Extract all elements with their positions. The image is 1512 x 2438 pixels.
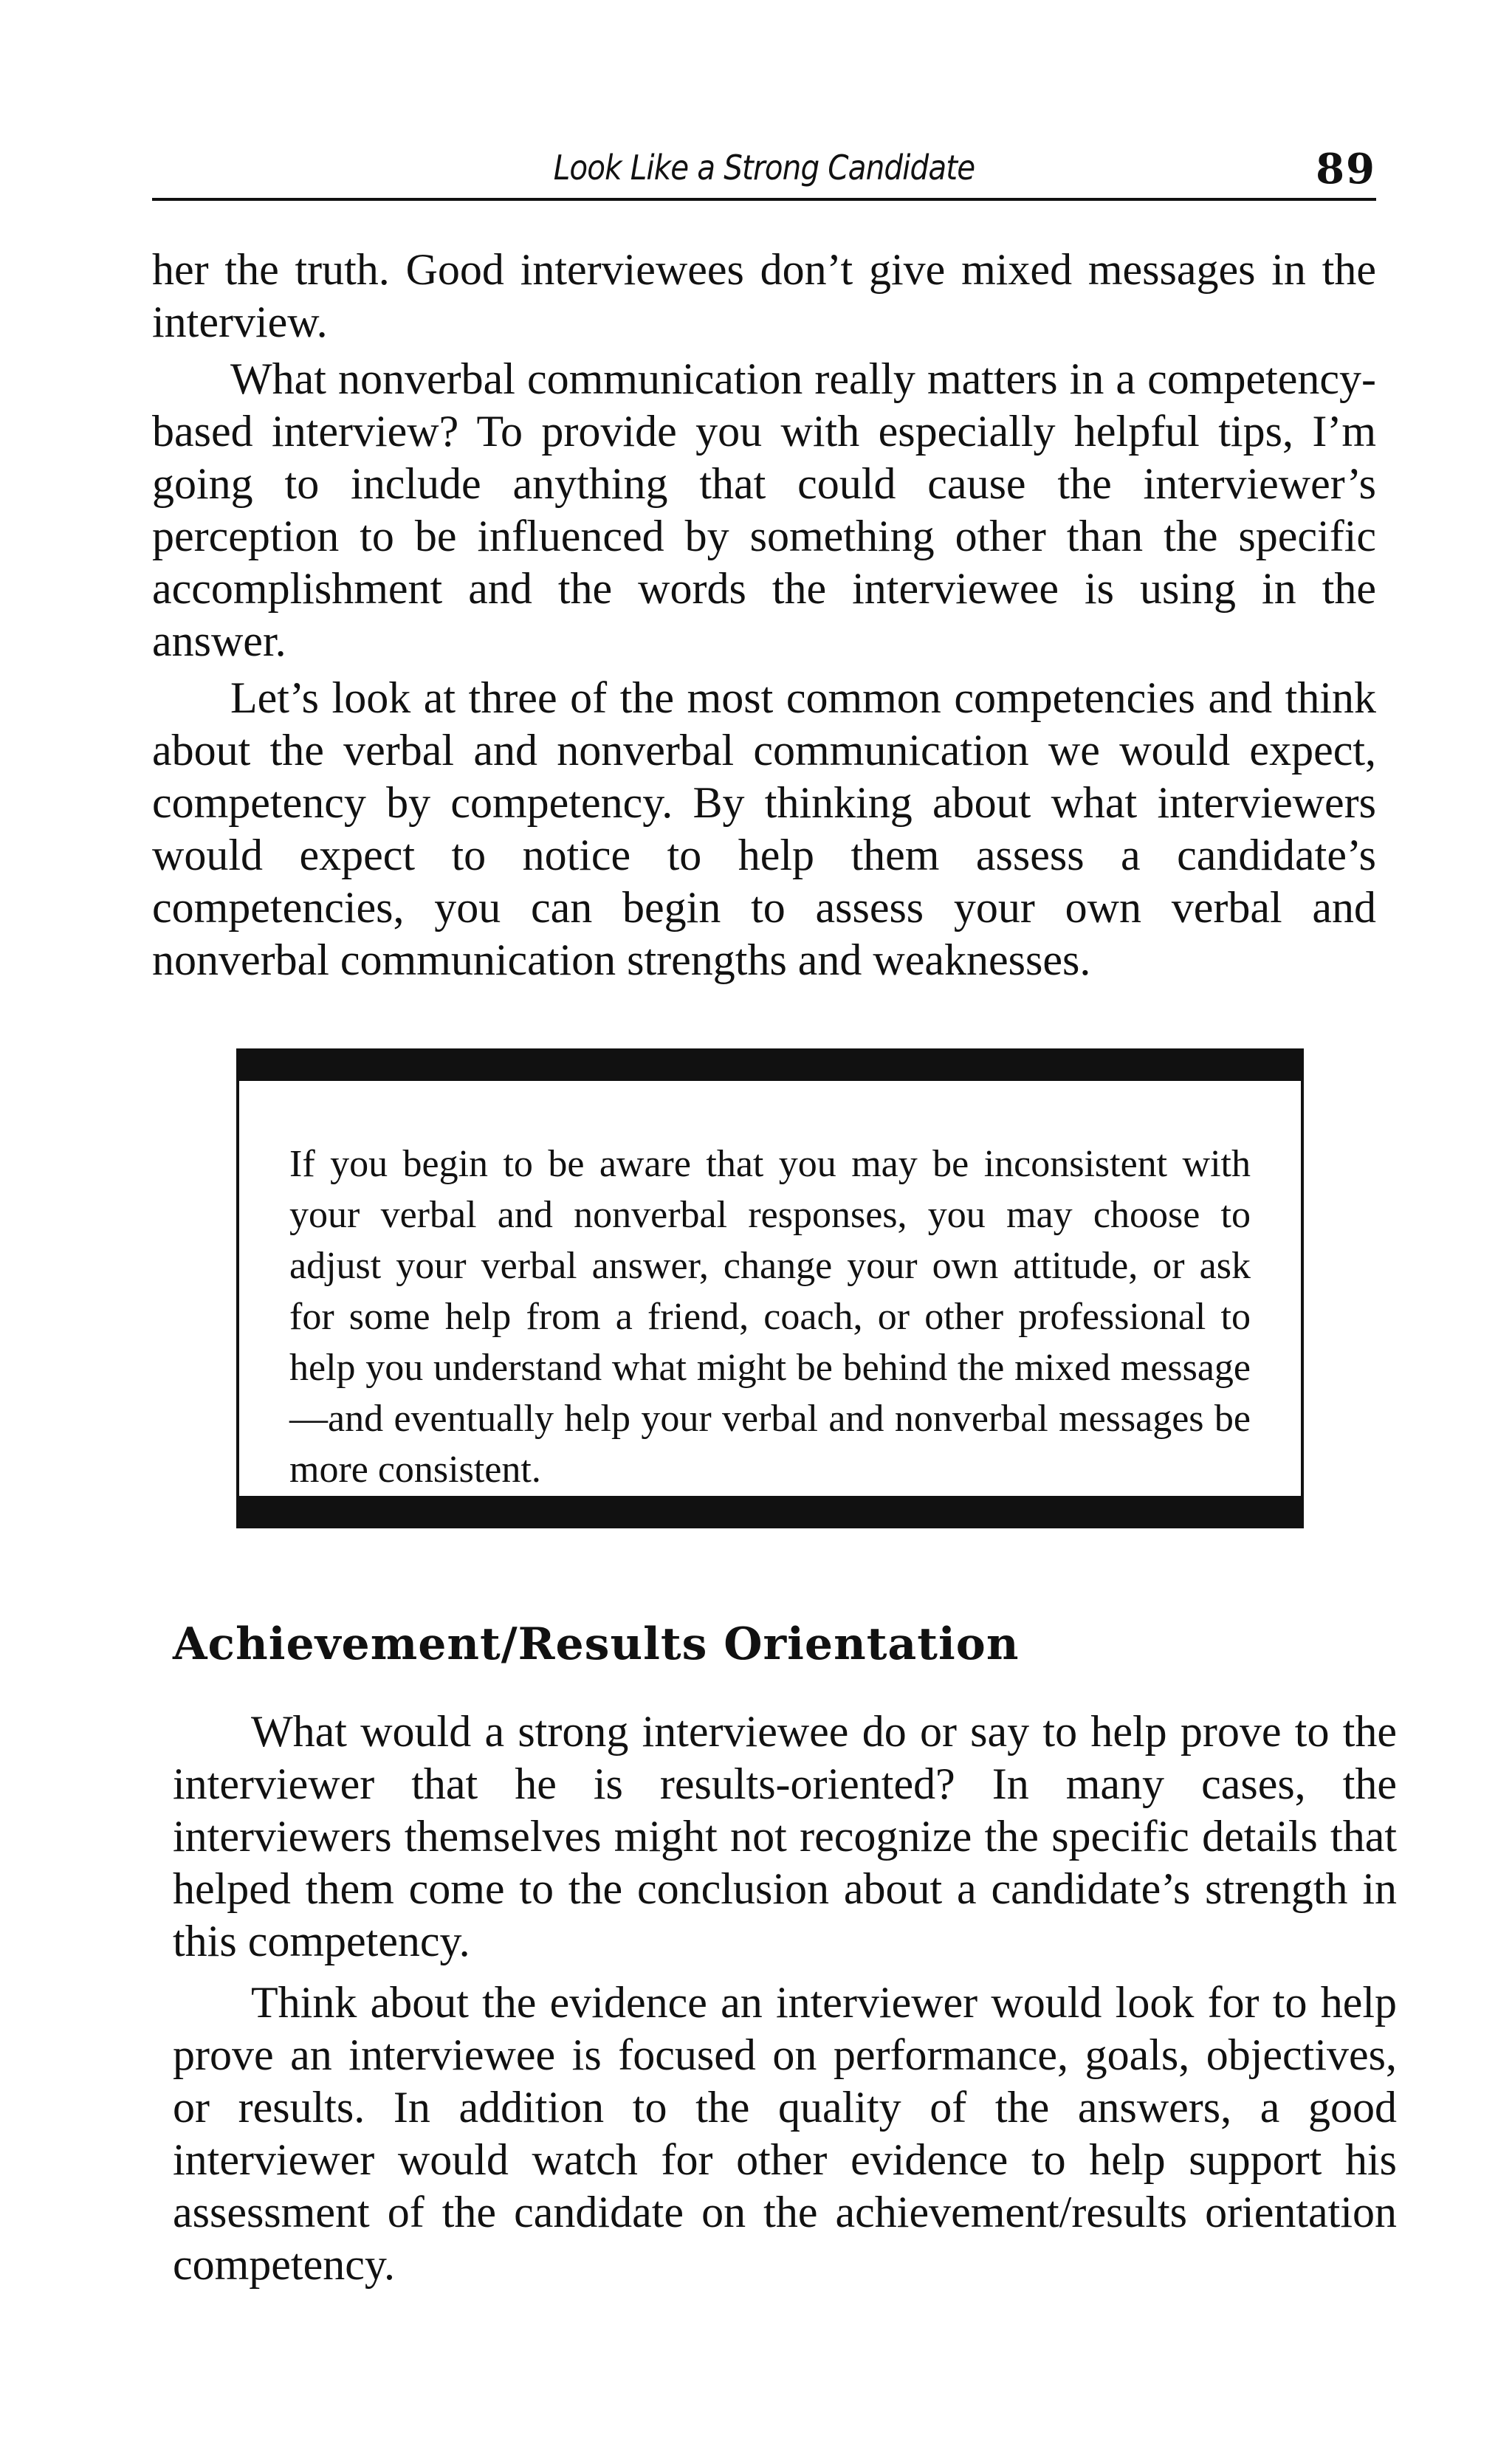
- section-heading: Achievement/Results Orientation: [173, 1618, 1020, 1670]
- paragraph: Let’s look at three of the most common competencies and think about the verbal and nonverbal communication we would expect, competency by competency. By thinking about what interviewers would expect to notice to help them assess a candidate’s competencies, you can begin to assess your own verbal and nonverbal communication strengths and weaknesses.: [152, 673, 1376, 984]
- paragraph: What nonverbal communication really matters in a competency-based interview? To provide you with especially helpful tips, I’m going to include anything that could cause the interviewer’s perception to be influenced by something other than the specific accomplishment and the words the interviewee is using in the answer.: [152, 354, 1376, 665]
- body-text: [152, 244, 1376, 986]
- paragraph: her the truth. Good interviewees don’t give mixed messages in the interview.: [152, 245, 1376, 346]
- page-number: 89: [1316, 145, 1376, 193]
- section-body-text: [173, 1706, 1397, 2291]
- running-header: [152, 145, 1376, 201]
- paragraph: What would a strong interviewee do or say to help prove to the interviewer that he is results-oriented? In many cases, the interviewers themselves might not recognize the specific details that helped them come to the conclusion about a candidate’s strength in this competency.: [173, 1707, 1397, 1965]
- paragraph: Think about the evidence an interviewer would look for to help prove an interviewee is focused on performance, goals, objectives, or results. In addition to the quality of the answers, a good interviewer would watch for other evidence to help support his assessment of the candidate on the achievement/results orientation competency.: [173, 1978, 1397, 2289]
- tip-box: [236, 1048, 1304, 1528]
- running-title: Look Like a Strong Candidate: [553, 148, 975, 188]
- tip-text: If you begin to be aware that you may be inconsistent with your verbal and nonverbal responses, you may choose to adjust your verbal answer, change your own attitude, or ask for some help from a friend, coach, or other professional to help you understand what might be behind the mixed message—and eventually help your verbal and nonverbal messages be more consistent.: [289, 1143, 1251, 1491]
